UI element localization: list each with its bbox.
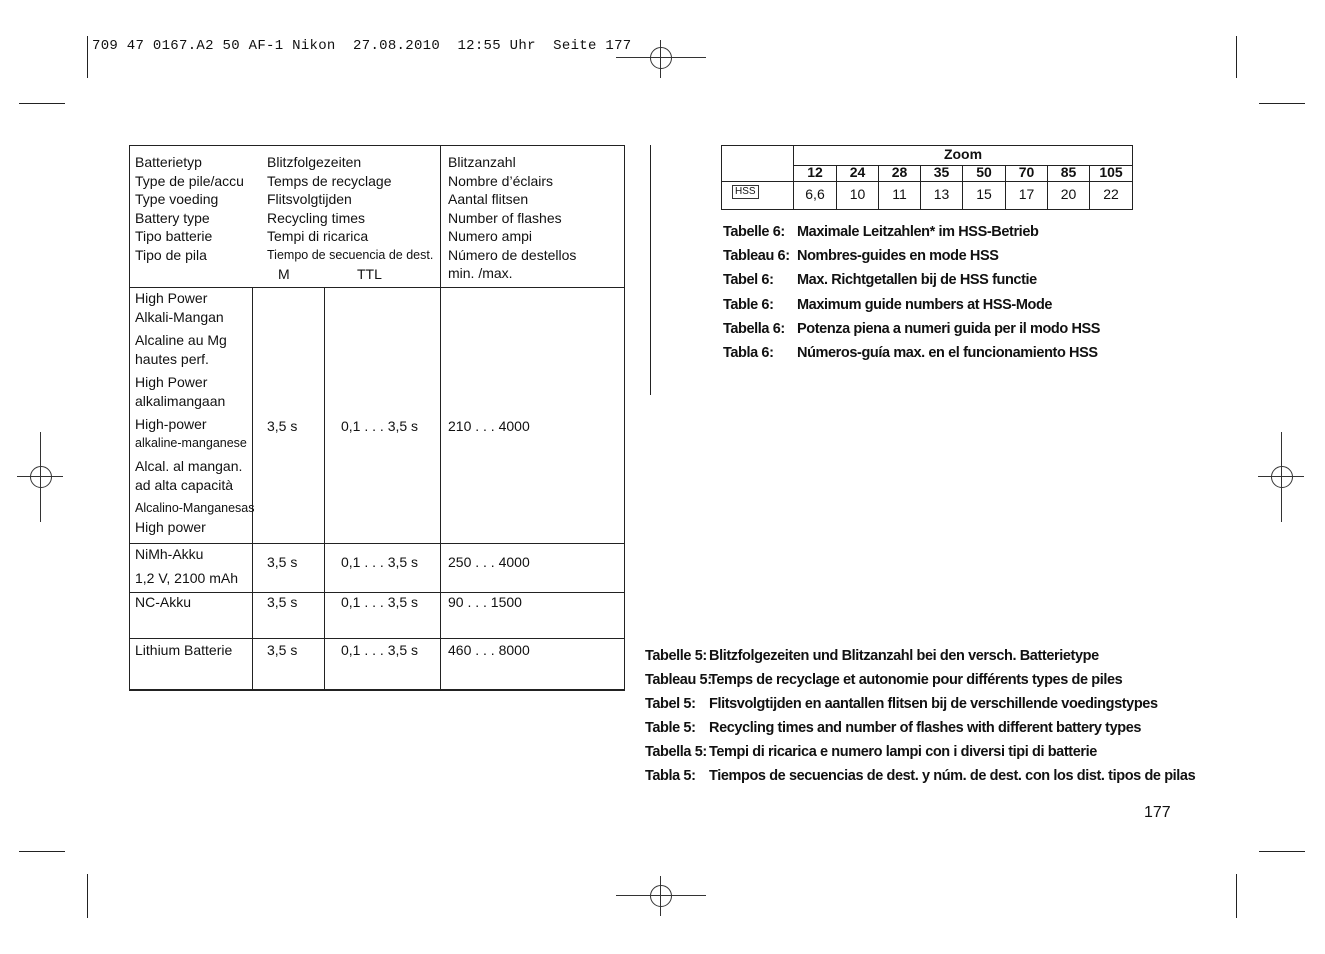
zoom-value: 24	[849, 164, 866, 180]
guide-number: 13	[933, 186, 950, 202]
zoom-value: 35	[933, 164, 950, 180]
crop-mark	[19, 103, 65, 104]
zoom-value: 12	[807, 164, 823, 180]
caption-table5-it: Tabella 5: Tempi di ricarica e numero lampi con i diversi tipi di batterie	[645, 744, 1097, 760]
crop-mark	[87, 874, 88, 918]
zoom-value: 70	[1018, 164, 1035, 180]
caption-table5-de: Tabelle 5: Blitzfolgezeiten und Blitzanzahl bei den versch. Batterietype	[645, 648, 1099, 664]
crop-mark	[1259, 851, 1305, 852]
row-ttl-nimh: 0,1 . . . 3,5 s	[341, 554, 419, 570]
guide-number: 10	[849, 186, 866, 202]
row-ttl-alkaline: 0,1 . . . 3,5 s	[341, 418, 419, 434]
row-flashes-nimh: 250 . . . 4000	[448, 554, 530, 570]
crop-mark	[1259, 103, 1305, 104]
row-flashes-alkaline: 210 . . . 4000	[448, 418, 530, 434]
row-type-nimh: NiMh-Akku 1,2 V, 2100 mAh	[135, 546, 239, 586]
crop-mark	[1236, 36, 1237, 78]
row-m-nimh: 3,5 s	[267, 554, 298, 570]
zoom-label: Zoom	[943, 146, 983, 162]
crop-mark	[19, 851, 65, 852]
caption-table6-nl: Tabel 6: Max. Richtgetallen bij de HSS functie	[723, 272, 1037, 288]
row-type-nc: NC-Akku	[135, 594, 192, 610]
row-flashes-lithium: 460 . . . 8000	[448, 642, 530, 658]
zoom-value: 28	[891, 164, 908, 180]
battery-table	[129, 145, 625, 691]
crop-mark	[1236, 874, 1237, 918]
caption-table6-en: Table 6: Maximum guide numbers at HSS-Mode	[723, 297, 1053, 313]
row-m-alkaline: 3,5 s	[267, 418, 298, 434]
hss-badge: HSS	[732, 185, 759, 199]
guide-number: 17	[1018, 186, 1035, 202]
guide-number: 6,6	[805, 186, 825, 202]
caption-table6-fr: Tableau 6: Nombres-guides en mode HSS	[723, 248, 999, 264]
caption-table5-nl: Tabel 5: Flitsvolgtijden en aantallen flitsen bij de verschillende voedingstypes	[645, 696, 1158, 712]
caption-table5-es: Tabla 5: Tiempos de secuencias de dest. y núm. de dest. con los dist. tipos de pilas	[645, 768, 1196, 784]
crop-mark	[87, 36, 88, 78]
page-number: 177	[1144, 804, 1171, 821]
caption-table6-it: Tabella 6: Potenza piena a numeri guida per il modo HSS	[723, 321, 1101, 337]
row-flashes-nc: 90 . . . 1500	[448, 594, 522, 610]
guide-number: 15	[976, 186, 992, 202]
print-header: 709 47 0167.A2 50 AF-1 Nikon 27.08.2010 12:55 Uhr Seite 177	[92, 38, 632, 54]
guide-number: 11	[892, 186, 907, 202]
guide-number: 20	[1060, 186, 1077, 202]
header-ttl: TTL	[357, 266, 382, 282]
row-ttl-lithium: 0,1 . . . 3,5 s	[341, 642, 419, 658]
caption-table5-fr: Tableau 5:Temps de recyclage et autonomie pour différents types de piles	[645, 672, 1123, 688]
guide-number: 22	[1103, 186, 1119, 202]
header-recycling-times: Blitzfolgezeiten Temps de recyclage Flitsvolgtijden Recycling times Tempi di ricarica Tiempo de secuencia de dest.	[267, 154, 434, 262]
caption-table6-de: Tabelle 6: Maximale Leitzahlen* im HSS-Betrieb	[723, 224, 1039, 240]
row-m-lithium: 3,5 s	[267, 642, 298, 658]
header-number-of-flashes: Blitzanzahl Nombre d’éclairs Aantal flitsen Number of flashes Numero ampi Número de destellos min. /max.	[448, 154, 577, 281]
header-battery-type: Batterietyp Type de pile/accu Type voeding Battery type Tipo batterie Tipo de pila	[135, 154, 244, 263]
row-type-lithium: Lithium Batterie	[135, 642, 233, 658]
row-type-alkaline: High Power Alkali-Mangan Alcaline au Mg hautes perf. High Power alkalimangaan High-power alkaline-manganese Alcal. al mangan. ad alta capacità Alcalino-Manganesas High power	[135, 290, 255, 535]
page-divider	[650, 145, 651, 395]
caption-table5-en: Table 5: Recycling times and number of flashes with different battery types	[645, 720, 1142, 736]
caption-table6-es: Tabla 6: Números-guía max. en el funcionamiento HSS	[723, 345, 1098, 361]
hss-guide-number-table	[721, 145, 1133, 210]
row-ttl-nc: 0,1 . . . 3,5 s	[341, 594, 419, 610]
zoom-value: 50	[976, 164, 992, 180]
zoom-value: 105	[1099, 164, 1123, 180]
row-m-nc: 3,5 s	[267, 594, 298, 610]
zoom-value: 85	[1060, 164, 1077, 180]
header-m: M	[278, 266, 290, 282]
